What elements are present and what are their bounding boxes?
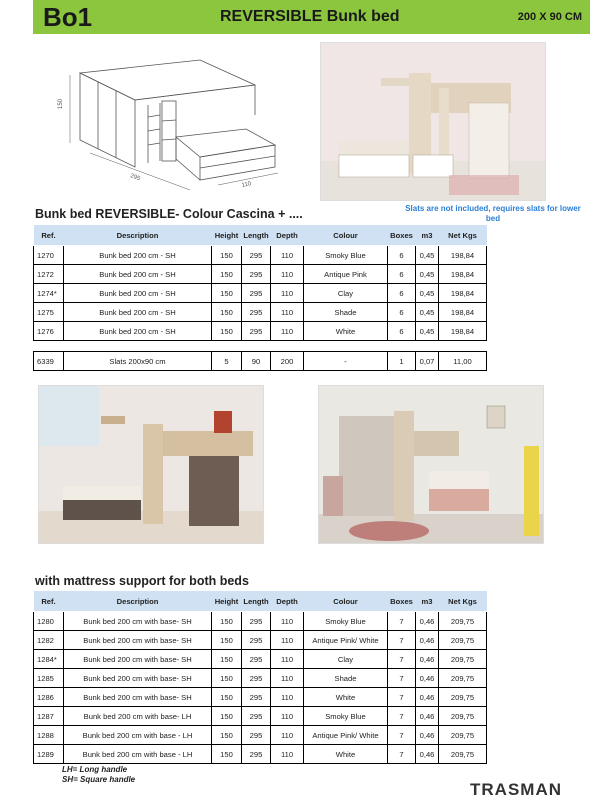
table-header-row	[34, 591, 487, 612]
table-cell: 198,84	[439, 322, 487, 341]
col-colour: Colour	[304, 225, 388, 246]
table-cell: 1287	[34, 707, 64, 726]
table-cell: Bunk bed 200 cm - SH	[64, 284, 212, 303]
table-cell: Bunk bed 200 cm with base- LH	[64, 707, 212, 726]
table-cell: 0,45	[416, 265, 439, 284]
table-cell: 150	[212, 726, 242, 745]
table-cell: 1286	[34, 688, 64, 707]
table-cell: Bunk bed 200 cm with base- SH	[64, 669, 212, 688]
table-cell: 90	[242, 352, 271, 371]
table-cell: 198,84	[439, 265, 487, 284]
table-cell: 6	[388, 246, 416, 265]
table-cell: 209,75	[439, 745, 487, 764]
table-cell: 295	[242, 669, 271, 688]
col-m3: m3	[416, 591, 439, 612]
table-cell: 6339	[34, 352, 64, 371]
table-cell: 1272	[34, 265, 64, 284]
table-cell: 150	[212, 650, 242, 669]
table-cell: 0,45	[416, 322, 439, 341]
product-photo-2	[38, 385, 264, 544]
table-cell: 209,75	[439, 612, 487, 631]
table-cell: 150	[212, 246, 242, 265]
table-cell: 0,46	[416, 707, 439, 726]
table-cell: Bunk bed 200 cm with base- SH	[64, 612, 212, 631]
col-m3: m3	[416, 225, 439, 246]
table-cell: 150	[212, 707, 242, 726]
table-cell: 1284*	[34, 650, 64, 669]
table-cell: 150	[212, 669, 242, 688]
table-cell: 295	[242, 650, 271, 669]
technical-drawing	[50, 45, 280, 195]
table-row	[34, 303, 487, 322]
handle-legend	[62, 765, 135, 785]
product-photo-3	[318, 385, 544, 544]
slats-note: Slats are not included, requires slats for lower bed	[405, 204, 581, 223]
table-header-row	[34, 225, 487, 246]
table-cell: 11,00	[439, 352, 487, 371]
table-cell: 200	[271, 352, 304, 371]
table-cell: 209,75	[439, 631, 487, 650]
table-cell: 1	[388, 352, 416, 371]
table-cell: 1285	[34, 669, 64, 688]
table-cell: 209,75	[439, 650, 487, 669]
table-cell: 0,46	[416, 669, 439, 688]
table-row	[34, 726, 487, 745]
table-cell: 110	[271, 726, 304, 745]
table-cell: 295	[242, 688, 271, 707]
table-cell: 110	[271, 707, 304, 726]
col-ref: Ref.	[34, 225, 64, 246]
table-cell: 150	[212, 745, 242, 764]
table-row	[34, 246, 487, 265]
table-cell: Slats 200x90 cm	[64, 352, 212, 371]
table-cell: 295	[242, 707, 271, 726]
table-cell: Antique Pink/ White	[304, 631, 388, 650]
table-cell: White	[304, 322, 388, 341]
table-cell: 7	[388, 631, 416, 650]
table-cell: Bunk bed 200 cm - SH	[64, 246, 212, 265]
table-cell: Shade	[304, 303, 388, 322]
section1-title: Bunk bed REVERSIBLE- Colour Cascina + ....	[35, 207, 303, 221]
table-row	[34, 650, 487, 669]
table-cell: 0,46	[416, 650, 439, 669]
table-cell: Smoky Blue	[304, 707, 388, 726]
legend-lh: LH= Long handle	[62, 765, 128, 774]
table-cell: 7	[388, 669, 416, 688]
col-boxes: Boxes	[388, 591, 416, 612]
table-row	[34, 688, 487, 707]
table-cell: 150	[212, 284, 242, 303]
table-cell: 110	[271, 284, 304, 303]
table-cell: 0,46	[416, 612, 439, 631]
table-cell: 295	[242, 726, 271, 745]
table-cell: 1289	[34, 745, 64, 764]
table-cell: 150	[212, 303, 242, 322]
col-boxes: Boxes	[388, 225, 416, 246]
table-cell: Bunk bed 200 cm - SH	[64, 322, 212, 341]
table-cell: 198,84	[439, 284, 487, 303]
table-cell: 209,75	[439, 707, 487, 726]
table-cell: Bunk bed 200 cm - SH	[64, 303, 212, 322]
table-cell: 110	[271, 322, 304, 341]
col-description: Description	[64, 591, 212, 612]
table-cell: White	[304, 745, 388, 764]
table-cell: 6	[388, 322, 416, 341]
table-spacer	[34, 341, 487, 352]
table-cell: 110	[271, 688, 304, 707]
product-photo-1	[320, 42, 546, 201]
table-cell: 110	[271, 669, 304, 688]
col-net-kgs: Net Kgs	[439, 225, 487, 246]
section2-title: with mattress support for both beds	[35, 574, 249, 588]
table-cell: 1276	[34, 322, 64, 341]
table-cell: Antique Pink/ White	[304, 726, 388, 745]
table-cell: 1280	[34, 612, 64, 631]
table-row	[34, 284, 487, 303]
table-cell: 295	[242, 265, 271, 284]
spec-table-1	[33, 225, 487, 371]
table-cell: 209,75	[439, 669, 487, 688]
table-row	[34, 745, 487, 764]
col-depth: Depth	[271, 591, 304, 612]
table-cell: 7	[388, 707, 416, 726]
table-cell: 7	[388, 650, 416, 669]
legend-sh: SH= Square handle	[62, 775, 136, 784]
table-cell: 0,45	[416, 303, 439, 322]
height-dim-label: 150	[58, 98, 64, 109]
table-cell: Clay	[304, 284, 388, 303]
table-cell: Clay	[304, 650, 388, 669]
table-row	[34, 322, 487, 341]
col-length: Length	[242, 591, 271, 612]
brand-logo: TRASMAN	[470, 780, 562, 799]
depth-dim-label: 110	[241, 181, 252, 189]
table-cell: 209,75	[439, 688, 487, 707]
table-cell: 110	[271, 631, 304, 650]
col-height: Height	[212, 225, 242, 246]
table-cell: 295	[242, 612, 271, 631]
table-cell: 1270	[34, 246, 64, 265]
product-title: REVERSIBLE Bunk bed	[220, 8, 400, 25]
table-cell: 1275	[34, 303, 64, 322]
spec-table-2	[33, 591, 487, 764]
table-cell: 110	[271, 650, 304, 669]
table-cell: 150	[212, 688, 242, 707]
table-cell: 0,46	[416, 745, 439, 764]
table-cell: Bunk bed 200 cm with base - LH	[64, 745, 212, 764]
table-cell: 295	[242, 745, 271, 764]
table-cell: 0,46	[416, 631, 439, 650]
table-cell: Shade	[304, 669, 388, 688]
table-cell: 295	[242, 284, 271, 303]
table-cell: 1288	[34, 726, 64, 745]
table-cell: 198,84	[439, 246, 487, 265]
table-cell: 110	[271, 612, 304, 631]
table-cell: 150	[212, 265, 242, 284]
table-cell: 0,46	[416, 726, 439, 745]
table-cell: 6	[388, 265, 416, 284]
col-length: Length	[242, 225, 271, 246]
table-cell: 110	[271, 303, 304, 322]
length-dim-label: 295	[129, 173, 141, 183]
col-ref: Ref.	[34, 591, 64, 612]
table-cell: 150	[212, 612, 242, 631]
table-cell: Bunk bed 200 cm with base- SH	[64, 650, 212, 669]
table-cell: 1274*	[34, 284, 64, 303]
table-cell: 110	[271, 265, 304, 284]
col-description: Description	[64, 225, 212, 246]
table-cell: 150	[212, 322, 242, 341]
table-cell: 295	[242, 322, 271, 341]
table-cell: Bunk bed 200 cm with base- SH	[64, 688, 212, 707]
table-cell: Antique Pink	[304, 265, 388, 284]
table-cell: 7	[388, 688, 416, 707]
table-cell: Bunk bed 200 cm with base- SH	[64, 631, 212, 650]
table-cell: 209,75	[439, 726, 487, 745]
table-cell: 110	[271, 246, 304, 265]
col-depth: Depth	[271, 225, 304, 246]
header-bar	[33, 0, 590, 34]
col-height: Height	[212, 591, 242, 612]
table-cell: 1282	[34, 631, 64, 650]
table-row	[34, 707, 487, 726]
table-cell: 295	[242, 631, 271, 650]
table-row	[34, 612, 487, 631]
table-cell: 0,46	[416, 688, 439, 707]
product-code: Bo1	[43, 2, 93, 32]
product-size: 200 X 90 CM	[517, 11, 582, 23]
table-cell: 150	[212, 631, 242, 650]
table-cell: 0,45	[416, 284, 439, 303]
table-cell: 198,84	[439, 303, 487, 322]
table-cell: 295	[242, 303, 271, 322]
table-cell: 7	[388, 726, 416, 745]
table-cell: 6	[388, 284, 416, 303]
table-cell: 110	[271, 745, 304, 764]
table-cell: 0,45	[416, 246, 439, 265]
table-cell: 0,07	[416, 352, 439, 371]
table-cell: 7	[388, 745, 416, 764]
table-cell: White	[304, 688, 388, 707]
table-cell: 7	[388, 612, 416, 631]
table-row	[34, 265, 487, 284]
table-cell: 295	[242, 246, 271, 265]
table-row	[34, 669, 487, 688]
table-cell: Bunk bed 200 cm - SH	[64, 265, 212, 284]
table-cell: Smoky Blue	[304, 612, 388, 631]
table-row-slats	[34, 352, 487, 371]
table-cell: Smoky Blue	[304, 246, 388, 265]
table-cell: 6	[388, 303, 416, 322]
col-net-kgs: Net Kgs	[439, 591, 487, 612]
table-row	[34, 631, 487, 650]
table-cell: Bunk bed 200 cm with base - LH	[64, 726, 212, 745]
table-cell: -	[304, 352, 388, 371]
table-cell: 5	[212, 352, 242, 371]
col-colour: Colour	[304, 591, 388, 612]
